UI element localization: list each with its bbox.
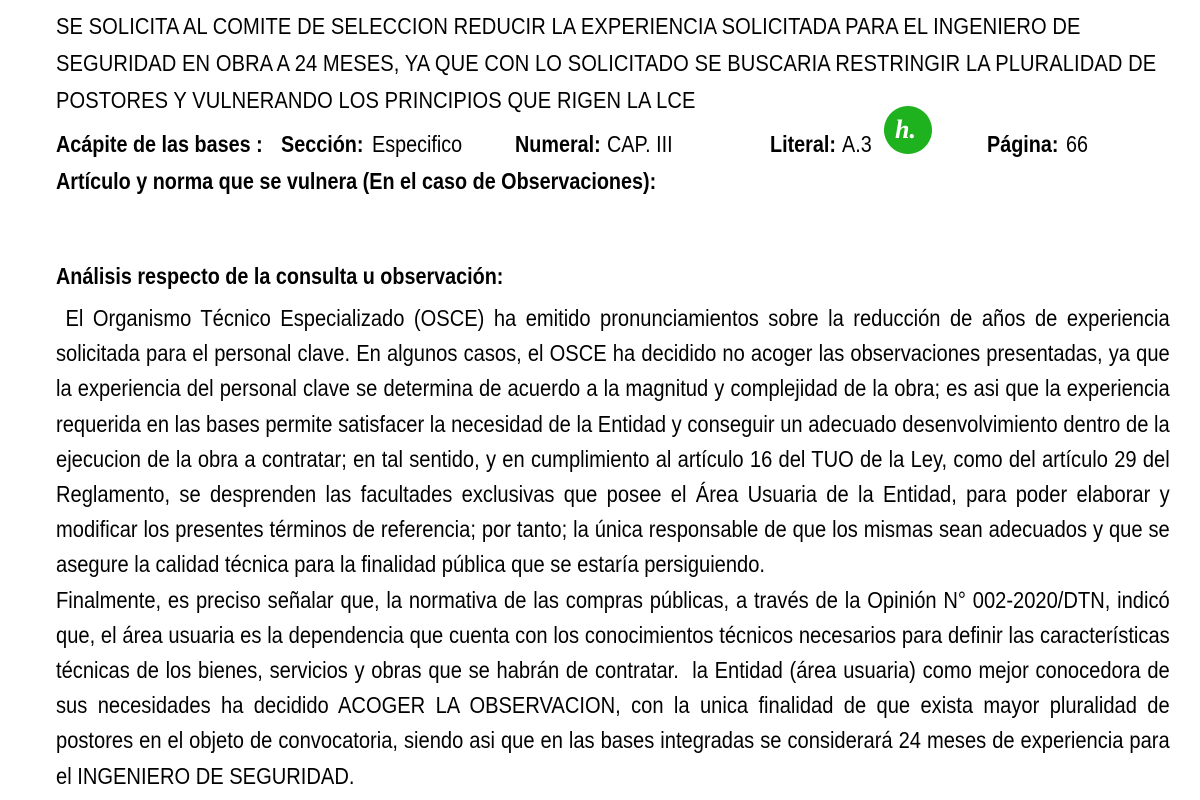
pagina-value: 66	[1066, 131, 1089, 157]
analysis-paragraph-2: Finalmente, es preciso señalar que, la normativa de las compras públicas, a través de la Opinión N° 002-2020/DTN, indicó que, el área usuaria es la dependencia que cuenta con los conocimientos técnicos necesarios para definir las características técnicas de los bienes, servicios y obras que se habrán de contratar. la Entidad (área usuaria) como mejor conocedora de sus necesidades ha decidido ACOGER LA OBSERVACION, con la unica finalidad de que exista mayor pluralidad de postores en el objeto de convocatoria, siendo asi que en las bases integradas se considerará 24 meses de experiencia para el INGENIERO DE SEGURIDAD.	[56, 586, 1176, 789]
logo-icon	[884, 106, 932, 154]
literal-value: A.3	[842, 131, 872, 157]
acapite-label: Acápite de las bases :	[56, 131, 263, 157]
numeral-label: Numeral:	[515, 131, 601, 157]
logo-letter: h.	[895, 115, 916, 144]
request-text: SE SOLICITA AL COMITE DE SELECCION REDUCIR LA EXPERIENCIA SOLICITADA PARA EL INGENIERO DE SEGURIDAD EN OBRA A 24 MESES, YA QUE CON LO SOLICITADO SE BUSCARIA RESTRINGIR LA PLURALIDAD DE POSTORES Y VULNERANDO LOS PRINCIPIOS QUE RIGEN LA LCE	[56, 13, 1157, 113]
pagina-label: Página:	[987, 131, 1059, 157]
numeral-value: CAP. III	[607, 131, 673, 157]
literal-label: Literal:	[770, 131, 836, 157]
seccion-label: Sección:	[281, 131, 364, 157]
analysis-paragraph-1: El Organismo Técnico Especializado (OSCE) ha emitido pronunciamientos sobre la reducción de años de experiencia solicitada para el personal clave. En algunos casos, el OSCE ha decidido no acoger las observaciones presentadas, ya que la experiencia del personal clave se determina de acuerdo a la magnitud y complejidad de la obra; es asi que la experiencia requerida en las bases permite satisfacer la necesidad de la Entidad y conseguir un adecuado desenvolvimiento dentro de la ejecucion de la obra a contratar; en tal sentido, y en cumplimiento al artículo 16 del TUO de la Ley, como del artículo 29 del Reglamento, se desprenden las facultades exclusivas que posee el Área Usuaria de la Entidad, para poder elaborar y modificar los presentes términos de referencia; por tanto; la única responsable de que los mismas sean adecuados y que se asegure la calidad técnica para la finalidad pública que se estaría persiguiendo.	[56, 305, 1176, 578]
analysis-body	[56, 301, 1176, 794]
logo-letter-glyph	[891, 115, 925, 145]
article-heading: Artículo y norma que se vulnera (En el caso de Observaciones):	[56, 168, 657, 194]
analysis-heading: Análisis respecto de la consulta u observación:	[56, 263, 504, 289]
seccion-value: Especifico	[372, 131, 463, 157]
bases-reference-row	[56, 123, 1170, 163]
document-page	[56, 8, 1176, 789]
